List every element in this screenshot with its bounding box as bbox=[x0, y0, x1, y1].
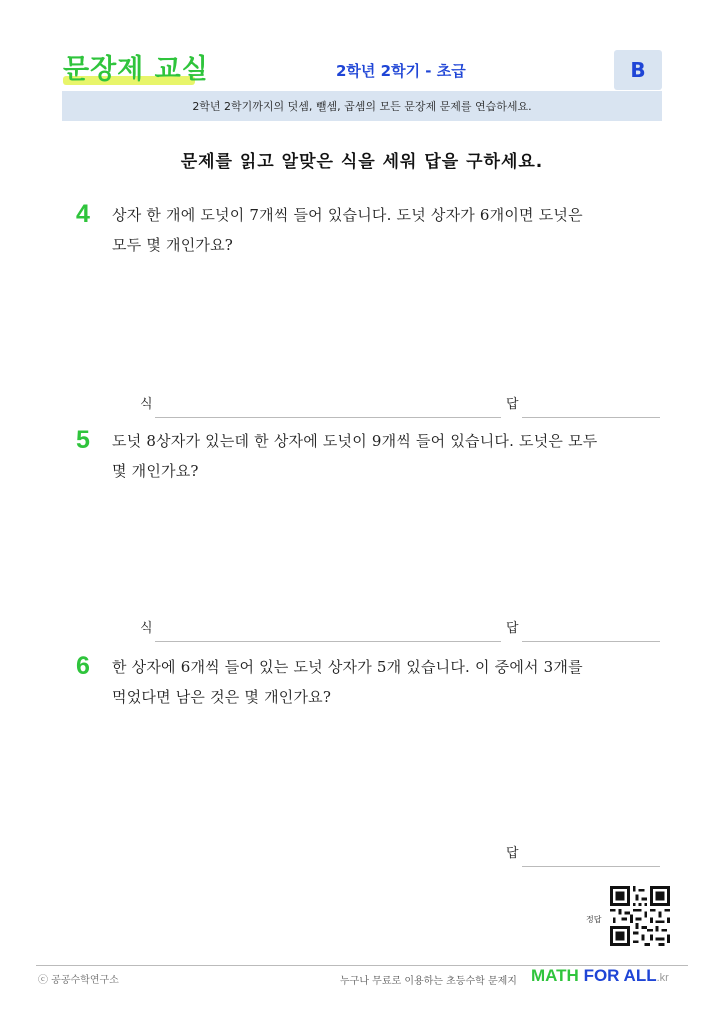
problem-text-line: 한 상자에 6개씩 들어 있는 도넛 상자가 5개 있습니다. 이 중에서 3개를 bbox=[112, 658, 583, 676]
expression-answer-line[interactable] bbox=[155, 417, 501, 418]
problem-text-line: 몇 개인가요? bbox=[112, 462, 199, 480]
brand-forall: FOR ALL bbox=[583, 966, 657, 985]
footer-tagline: 누구나 무료로 이용하는 초등수학 문제지 bbox=[340, 976, 517, 987]
answer-label: 답 bbox=[506, 397, 519, 412]
problem-number: 6 bbox=[76, 652, 90, 680]
qr-answer-label: 정답 bbox=[586, 915, 602, 924]
grade-subtitle: 2학년 2학기 - 초급 bbox=[336, 62, 466, 80]
problem-text-line: 모두 몇 개인가요? bbox=[112, 236, 234, 254]
info-bar: 2학년 2학기까지의 덧셈, 뺄셈, 곱셈의 모든 문장제 문제를 연습하세요. bbox=[62, 91, 662, 121]
brand-domain: .kr bbox=[656, 972, 669, 984]
answer-line[interactable] bbox=[522, 417, 660, 418]
expression-label: 식 bbox=[140, 397, 153, 412]
level-badge: B bbox=[614, 50, 662, 90]
page-title: 문장제 교실 bbox=[63, 52, 223, 88]
problem-text-line: 상자 한 개에 도넛이 7개씩 들어 있습니다. 도넛 상자가 6개이면 도넛은 bbox=[112, 206, 583, 224]
answer-label: 답 bbox=[506, 846, 519, 861]
problem-number: 4 bbox=[76, 200, 90, 228]
brand-logo[interactable] bbox=[531, 966, 669, 986]
instruction-text: 문제를 읽고 알맞은 식을 세워 답을 구하세요. bbox=[180, 152, 544, 172]
problem-number: 5 bbox=[76, 426, 90, 454]
expression-answer-line[interactable] bbox=[155, 641, 501, 642]
copyright-text: ⓒ 공공수학연구소 bbox=[38, 975, 119, 986]
answer-line[interactable] bbox=[522, 866, 660, 867]
answer-label: 답 bbox=[506, 621, 519, 636]
brand-math: MATH bbox=[531, 966, 579, 985]
qr-code-icon[interactable] bbox=[610, 886, 670, 946]
problem-text-line: 먹었다면 남은 것은 몇 개인가요? bbox=[112, 688, 332, 706]
expression-label: 식 bbox=[140, 621, 153, 636]
problem-text-line: 도넛 8상자가 있는데 한 상자에 도넛이 9개씩 들어 있습니다. 도넛은 모두 bbox=[112, 432, 598, 450]
answer-line[interactable] bbox=[522, 641, 660, 642]
